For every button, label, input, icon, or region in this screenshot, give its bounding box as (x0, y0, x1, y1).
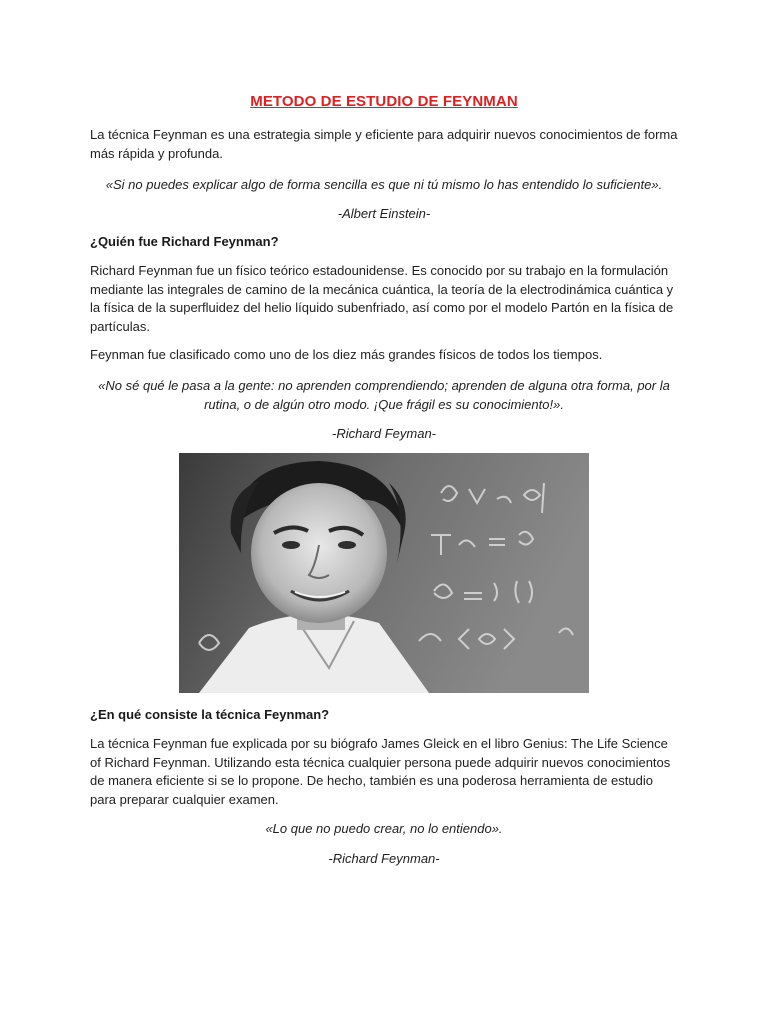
section-heading-who: ¿Quién fue Richard Feynman? (90, 234, 279, 249)
quote-feynman-1-text: «No sé qué le pasa a la gente: no aprenden comprendiendo; aprenden de alguna otra forma, por la rutina, o de algún otro modo. ¡Que frágil es su conocimiento!». (98, 378, 670, 412)
document-title: METODO DE ESTUDIO DE FEYNMAN (250, 93, 518, 110)
quote-feynman-2-text: «Lo que no puedo crear, no lo entiendo». (265, 821, 503, 836)
quote-feynman-2-author: -Richard Feynman- (328, 851, 440, 866)
intro-paragraph: La técnica Feynman es una estrategia simple y eficiente para adquirir nuevos conocimientos de forma más rápida y profunda. (90, 127, 678, 161)
quote-einstein-author: -Albert Einstein- (337, 206, 431, 221)
section-who-paragraph-1: Richard Feynman fue un físico teórico estadounidense. Es conocido por su trabajo en la formulación mediante las integrales de camino de la mecánica cuántica, la teoría de la electrodinámica cuántica y la física de la superfluidez del helio líquido subenfriado, así como por el modelo Partón en la física de partículas. (90, 263, 674, 334)
quote-feynman-1-author: -Richard Feyman- (331, 426, 437, 441)
section-who-paragraph-2: Feynman fue clasificado como uno de los diez más grandes físicos de todos los tiempos. (90, 347, 603, 362)
section-heading-what: ¿En qué consiste la técnica Feynman? (90, 707, 330, 722)
quote-einstein-text: «Si no puedes explicar algo de forma sencilla es que ni tú mismo lo has entendido lo suficiente». (105, 177, 663, 192)
feynman-photo (179, 453, 589, 693)
section-what-paragraph-1: La técnica Feynman fue explicada por su biógrafo James Gleick en el libro Genius: The Life Science of Richard Feynman. Utilizando esta técnica cualquier persona puede adquirir nuevos conocimientos de manera eficiente si se lo propone. De hecho, también es una poderosa herramienta de estudio para preparar cualquier examen. (90, 736, 671, 807)
